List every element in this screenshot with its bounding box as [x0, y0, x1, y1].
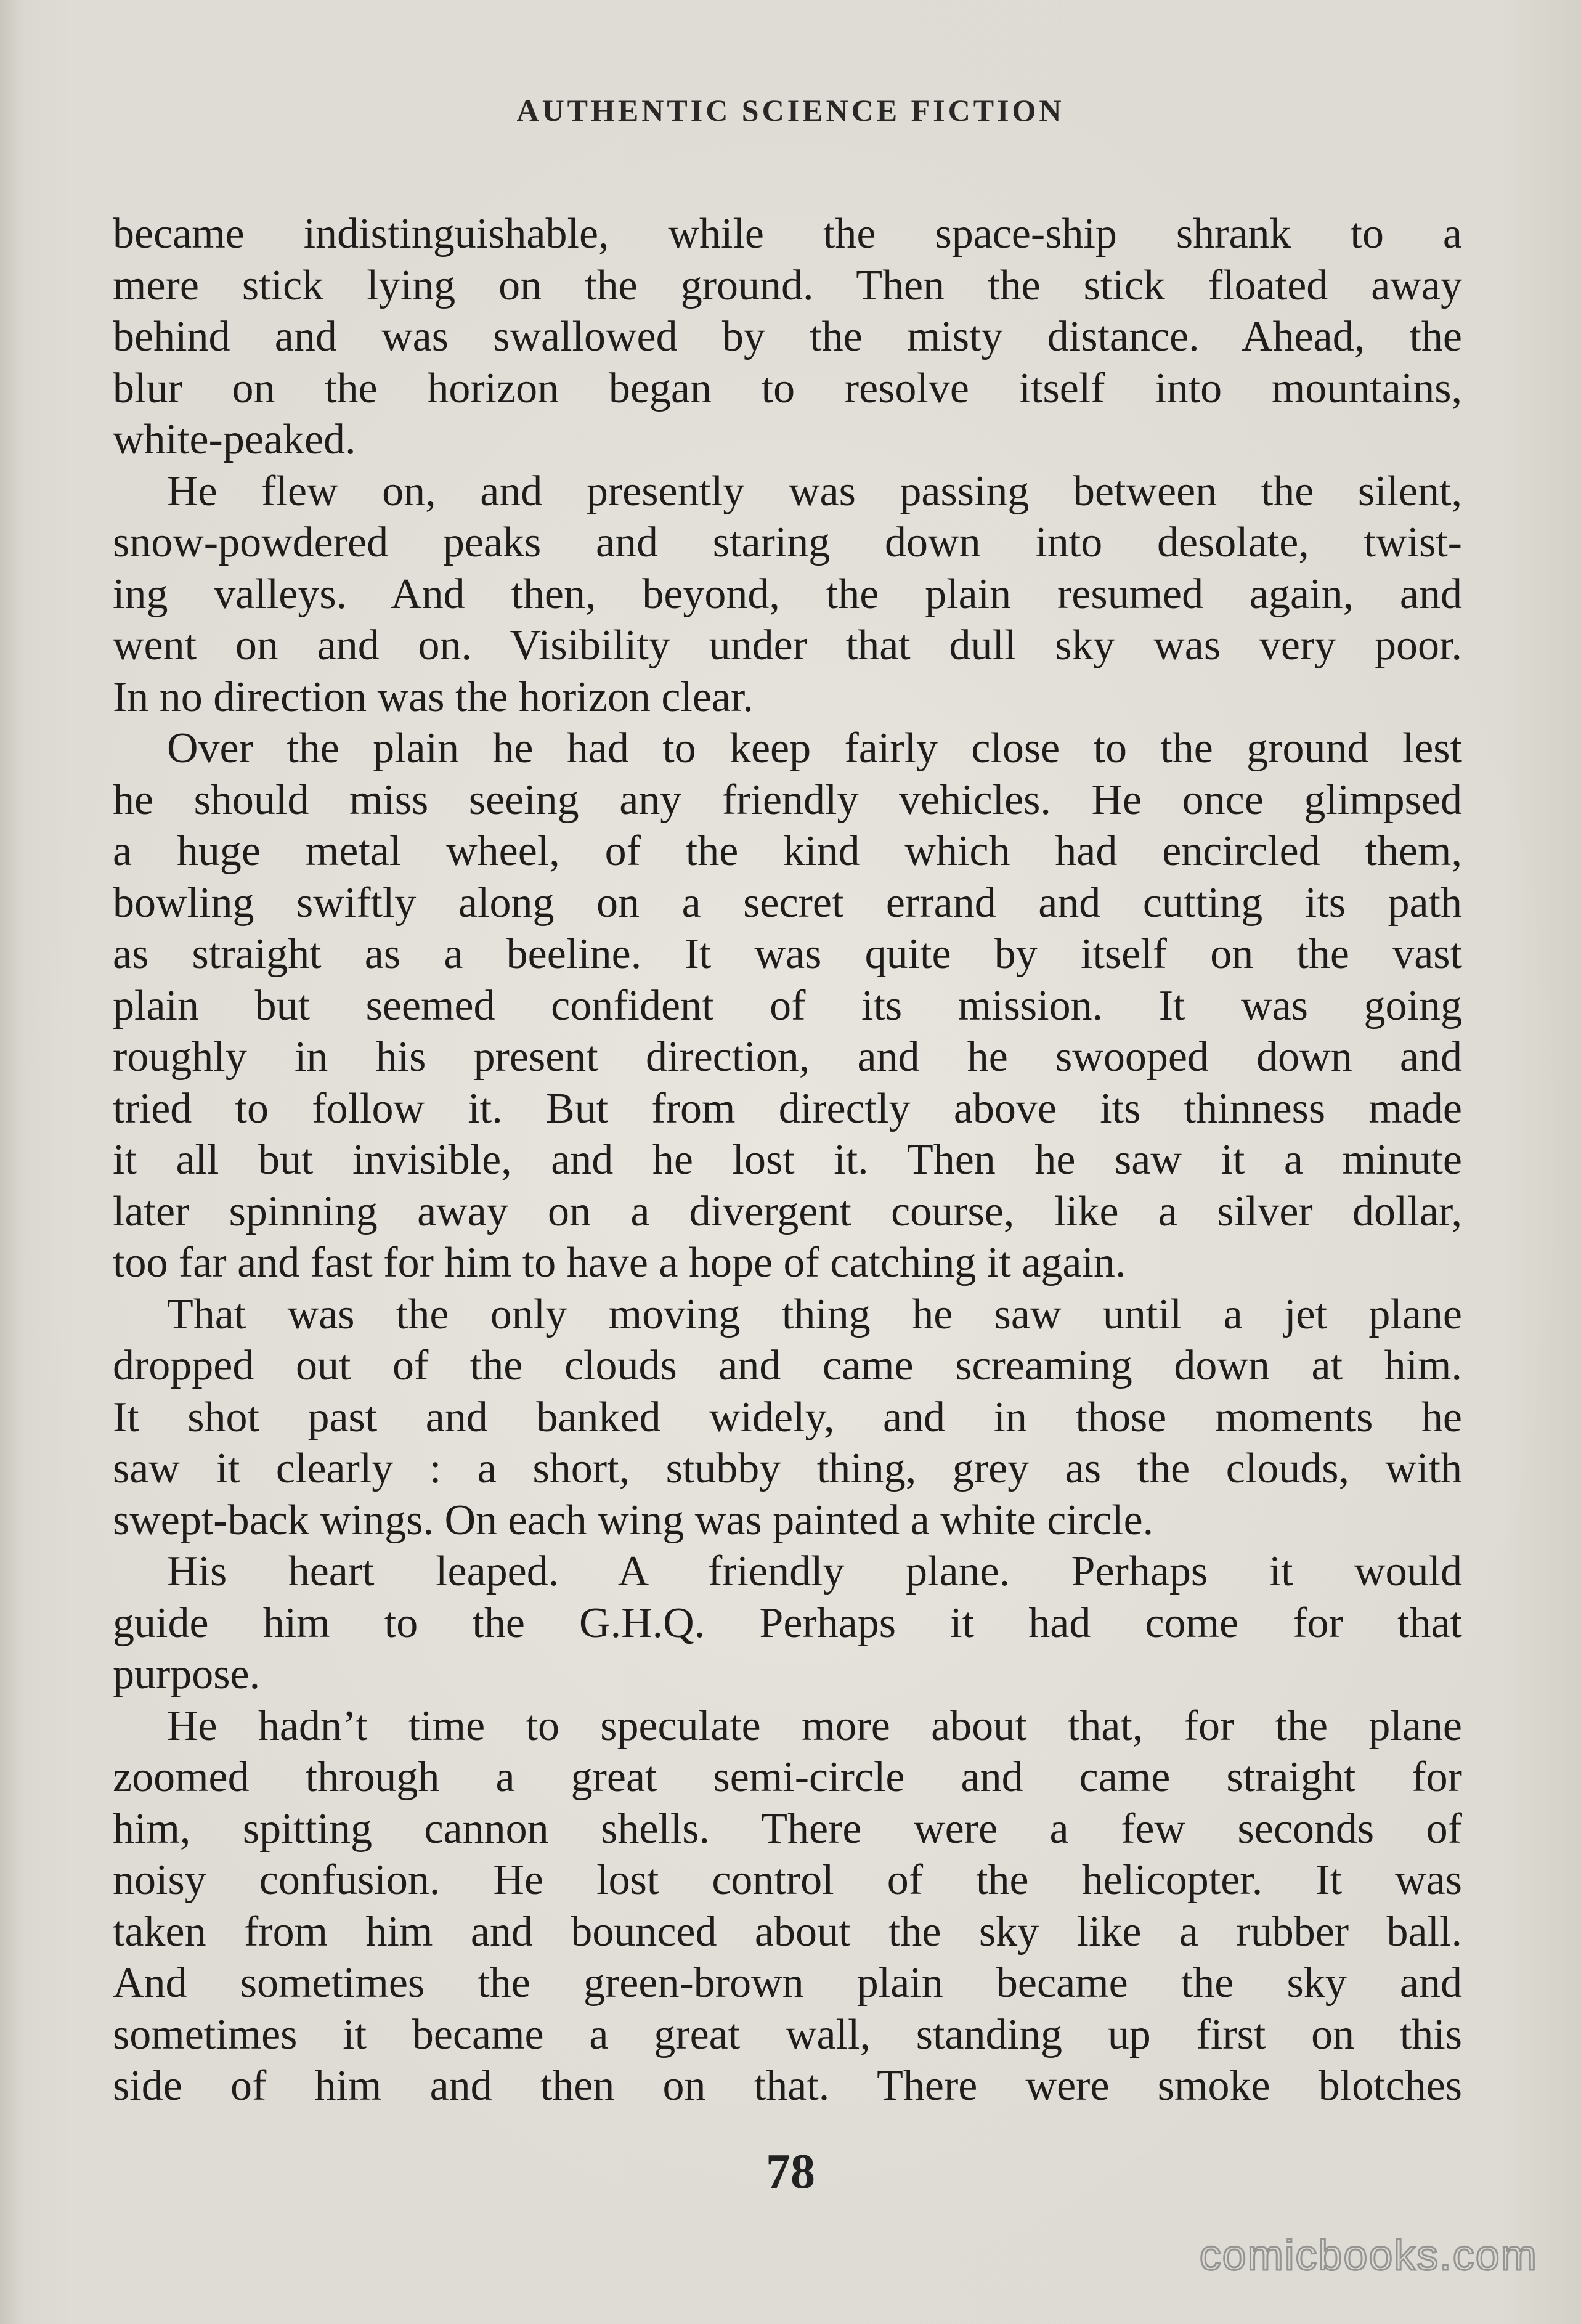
- text-line: a huge metal wheel, of the kind which had encircled them,: [113, 827, 1462, 875]
- text-line: taken from him and bounced about the sky like a rubber ball.: [113, 1908, 1462, 1956]
- text-line: Over the plain he had to keep fairly close to the ground lest: [167, 725, 1462, 772]
- text-line: white-peaked.: [113, 416, 356, 463]
- text-line: tried to follow it. But from directly above its thinness made: [113, 1084, 1462, 1132]
- text-line: He flew on, and presently was passing between the silent,: [167, 467, 1462, 515]
- text-line: as straight as a beeline. It was quite by itself on the vast: [113, 930, 1462, 978]
- text-line: sometimes it became a great wall, standing up first on this: [113, 2010, 1462, 2058]
- text-line: plain but seemed confident of its mission. It was going: [113, 981, 1462, 1030]
- page-number: 78: [766, 2145, 815, 2199]
- text-line: zoomed through a great semi-circle and came straight for: [113, 1753, 1462, 1801]
- text-line: ing valleys. And then, beyond, the plain resumed again, and: [113, 570, 1462, 618]
- watermark: comicbooks.com: [1199, 2231, 1538, 2279]
- text-line: behind and was swallowed by the misty distance. Ahead, the: [113, 313, 1462, 360]
- text-line: His heart leaped. A friendly plane. Perhaps it would: [167, 1548, 1462, 1595]
- text-line: roughly in his present direction, and he swooped down and: [113, 1033, 1462, 1081]
- text-line: And sometimes the green-brown plain became the sky and: [113, 1959, 1462, 2007]
- text-line: In no direction was the horizon clear.: [113, 673, 754, 721]
- body-text: [113, 208, 1462, 2112]
- text-line: blur on the horizon began to resolve itself into mountains,: [113, 364, 1462, 412]
- text-line: guide him to the G.H.Q. Perhaps it had come for that: [113, 1599, 1462, 1647]
- text-line: went on and on. Visibility under that dull sky was very poor.: [113, 622, 1462, 669]
- text-line: It shot past and banked widely, and in those moments he: [113, 1393, 1462, 1441]
- text-line: That was the only moving thing he saw until a jet plane: [167, 1290, 1462, 1338]
- text-line: it all but invisible, and he lost it. Then he saw it a minute: [113, 1136, 1462, 1184]
- text-line: purpose.: [113, 1651, 261, 1698]
- text-line: swept-back wings. On each wing was painted a white circle.: [113, 1496, 1154, 1544]
- text-line: later spinning away on a divergent course, like a silver dollar,: [113, 1187, 1462, 1235]
- text-line: dropped out of the clouds and came screaming down at him.: [113, 1342, 1462, 1389]
- text-line: bowling swiftly along on a secret errand and cutting its path: [113, 879, 1462, 927]
- text-line: snow-powdered peaks and staring down into desolate, twist-: [113, 519, 1462, 566]
- running-head: AUTHENTIC SCIENCE FICTION: [516, 93, 1065, 128]
- text-line: He hadn’t time to speculate more about that, for the plane: [167, 1702, 1462, 1750]
- text-line: side of him and then on that. There were smoke blotches: [113, 2062, 1462, 2110]
- text-line: mere stick lying on the ground. Then the stick floated away: [113, 261, 1462, 309]
- text-line: became indistinguishable, while the space-ship shrank to a: [113, 210, 1462, 258]
- text-line: noisy confusion. He lost control of the helicopter. It was: [113, 1856, 1462, 1904]
- text-line: him, spitting cannon shells. There were a few seconds of: [113, 1805, 1462, 1853]
- text-line: too far and fast for him to have a hope of catching it again.: [113, 1239, 1126, 1286]
- text-line: saw it clearly : a short, stubby thing, grey as the clouds, with: [113, 1445, 1462, 1492]
- text-line: he should miss seeing any friendly vehicles. He once glimpsed: [113, 776, 1462, 824]
